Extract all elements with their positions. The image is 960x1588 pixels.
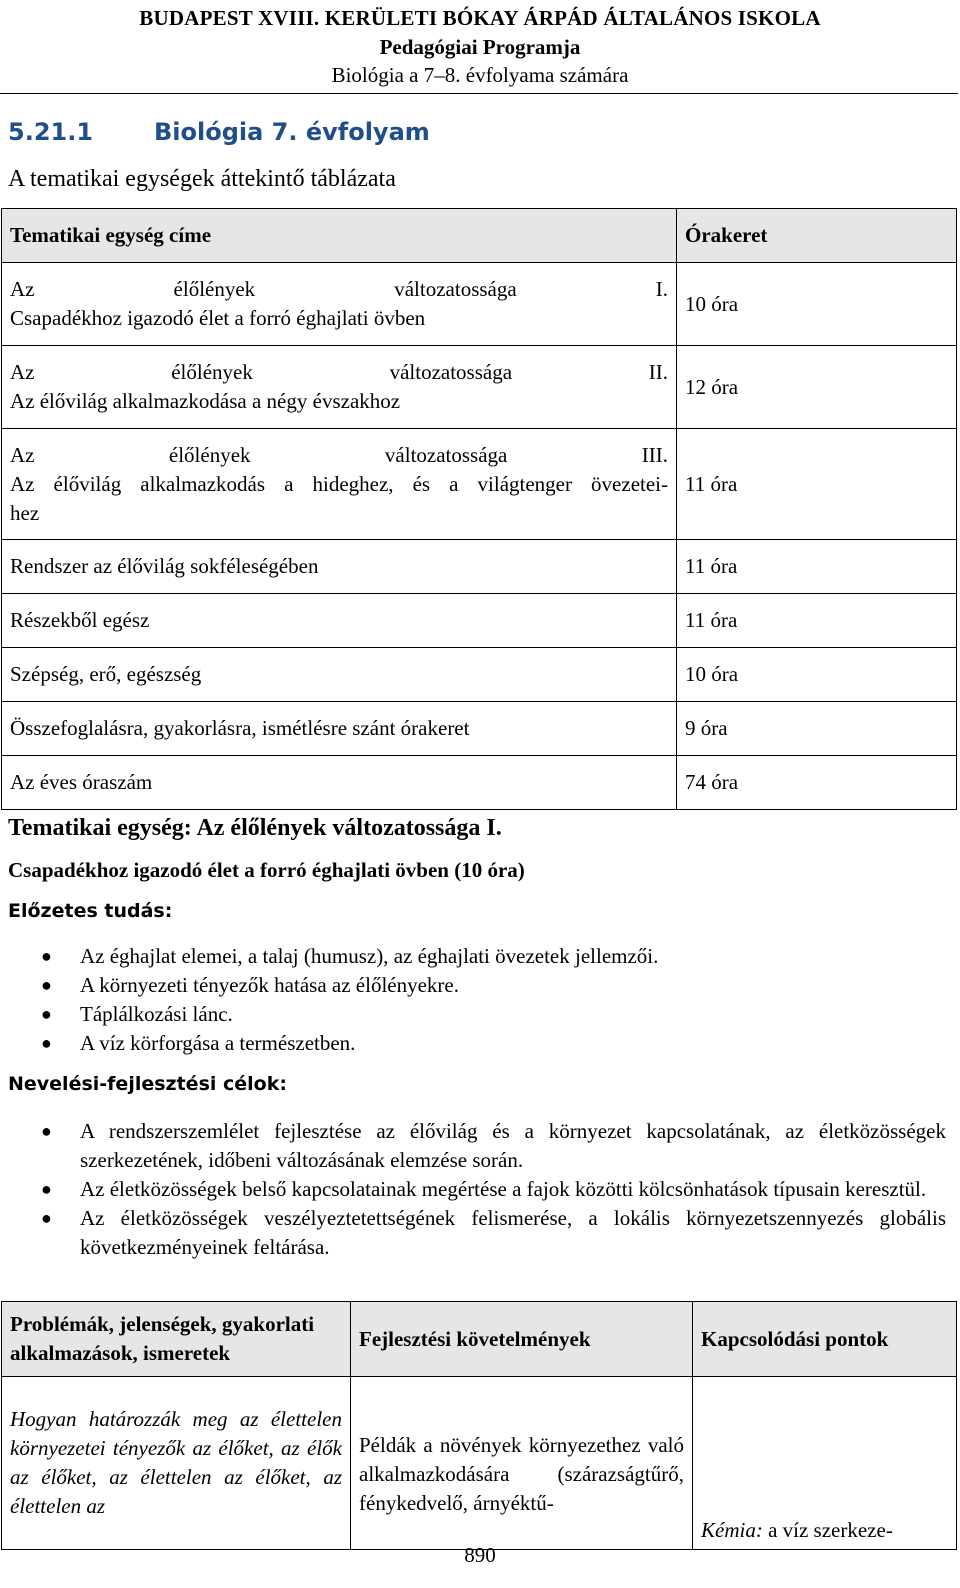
table-row	[2, 346, 957, 429]
goals-list	[0, 1117, 960, 1262]
overview-table-title: A tematikai egységek áttekintő táblázata	[8, 166, 396, 192]
prior-knowledge-heading: Előzetes tudás:	[8, 900, 173, 922]
topic-subtitle: Csapadékhoz igazodó élet a forró éghajlati övben (10 óra)	[8, 858, 525, 882]
topic-line: hez	[10, 500, 40, 525]
topic-cell	[2, 263, 677, 346]
topic-line: Az élőlények változatossága III.	[10, 442, 668, 467]
hours-cell: 11 óra	[677, 594, 957, 648]
col-header-requirements: Fejlesztési követelmények	[351, 1302, 693, 1377]
page-number: 890	[464, 1543, 496, 1567]
content-table	[1, 1301, 957, 1550]
table-row	[2, 594, 957, 648]
col-header-connections: Kapcsolódási pontok	[693, 1302, 957, 1377]
section-heading	[8, 118, 430, 146]
table-row	[2, 648, 957, 702]
problems-cell: Hogyan határozzák meg az élettelen környezetei tényezők az élőket, az élők az élőket, az élettelen az élőket, az élettelen az	[2, 1377, 351, 1550]
list-item: ● Az éghajlat elemei, a talaj (humusz), az éghajlati övezetek jellemzői.	[0, 942, 960, 971]
topic-title: Tematikai egység: Az élőlények változatossága I.	[8, 815, 502, 841]
connections-cell	[693, 1377, 957, 1550]
bullet-icon: ●	[41, 975, 52, 995]
list-item: ● A rendszerszemlélet fejlesztése az élővilág és a környezet kapcsolatának, az életközösségek szerkezetének, időbeni változásának elemzése során.	[41, 1119, 946, 1172]
subject-line: Biológia a 7–8. évfolyama számára	[331, 63, 629, 87]
topic-cell	[2, 346, 677, 429]
hours-cell: 11 óra	[677, 429, 957, 540]
program-title: Pedagógiai Programja	[379, 35, 581, 59]
subject-chemistry: Kémia:	[701, 1518, 763, 1542]
table-row	[2, 429, 957, 540]
school-name: BUDAPEST XVIII. KERÜLETI BÓKAY ÁRPÁD ÁLTALÁNOS ISKOLA	[139, 6, 821, 30]
topic-line: Az élőlények változatossága I.	[10, 277, 668, 301]
section-number: 5.21.1	[8, 118, 94, 146]
table-row	[2, 540, 957, 594]
hours-cell: 10 óra	[677, 263, 957, 346]
topic-cell: Rendszer az élővilág sokféleségében	[2, 540, 677, 594]
list-item: ● A környezeti tényezők hatása az élőlényekre.	[0, 971, 960, 1000]
table-row	[2, 702, 957, 756]
goals-heading: Nevelési-fejlesztési célok:	[8, 1073, 287, 1095]
topic-cell: Szépség, erő, egészség	[2, 648, 677, 702]
requirements-cell: Példák a növények környezethez való alkalmazkodására (szárazságtűrő, fénykedvelő, árnyéktű-	[351, 1377, 693, 1550]
list-item: ● Táplálkozási lánc.	[0, 1000, 960, 1029]
col-header-title: Tematikai egység címe	[2, 209, 677, 263]
table-row	[2, 756, 957, 810]
bullet-icon: ●	[41, 1033, 52, 1053]
topic-cell: Összefoglalásra, gyakorlásra, ismétlésre szánt órakeret	[2, 702, 677, 756]
overview-header-row	[2, 209, 957, 263]
col-header-problems: Problémák, jelenségek, gyakorlati alkalmazások, ismeretek	[2, 1302, 351, 1377]
topic-cell: Az éves óraszám	[2, 756, 677, 810]
list-item: ● Az életközösségek veszélyeztetettségének felismerése, a lokális környezetszennyezés globális következményeinek feltárása.	[41, 1206, 946, 1259]
content-header-row	[2, 1302, 957, 1377]
section-title: Biológia 7. évfolyam	[154, 118, 430, 146]
table-row	[2, 263, 957, 346]
topic-cell: Részekből egész	[2, 594, 677, 648]
list-item: ● A víz körforgása a természetben.	[0, 1029, 960, 1058]
table-row	[2, 1377, 957, 1550]
bullet-icon: ●	[41, 1121, 52, 1141]
hours-cell: 74 óra	[677, 756, 957, 810]
col-header-hours: Órakeret	[677, 209, 957, 263]
topic-line: Az élővilág alkalmazkodása a négy évszakhoz	[10, 389, 401, 413]
topic-line: Az élőlények változatossága II.	[10, 360, 668, 384]
header-divider	[0, 93, 958, 94]
topic-cell	[2, 429, 677, 540]
connections-text: a víz szerkeze-	[762, 1518, 893, 1542]
overview-table	[1, 208, 957, 810]
hours-cell: 12 óra	[677, 346, 957, 429]
topic-line: Csapadékhoz igazodó élet a forró éghajlati övben	[10, 306, 426, 330]
topic-line: Az élővilág alkalmazkodás a hideghez, és a világtenger övezetei-	[10, 471, 668, 496]
prior-knowledge-list	[0, 942, 960, 1058]
hours-cell: 9 óra	[677, 702, 957, 756]
bullet-icon: ●	[41, 1208, 52, 1228]
list-item: ● Az életközösségek belső kapcsolatainak megértése a fajok közötti kölcsönhatások típusain keresztül.	[0, 1175, 960, 1204]
bullet-icon: ●	[41, 1004, 52, 1024]
bullet-icon: ●	[41, 1179, 52, 1199]
hours-cell: 10 óra	[677, 648, 957, 702]
bullet-icon: ●	[41, 946, 52, 966]
hours-cell: 11 óra	[677, 540, 957, 594]
